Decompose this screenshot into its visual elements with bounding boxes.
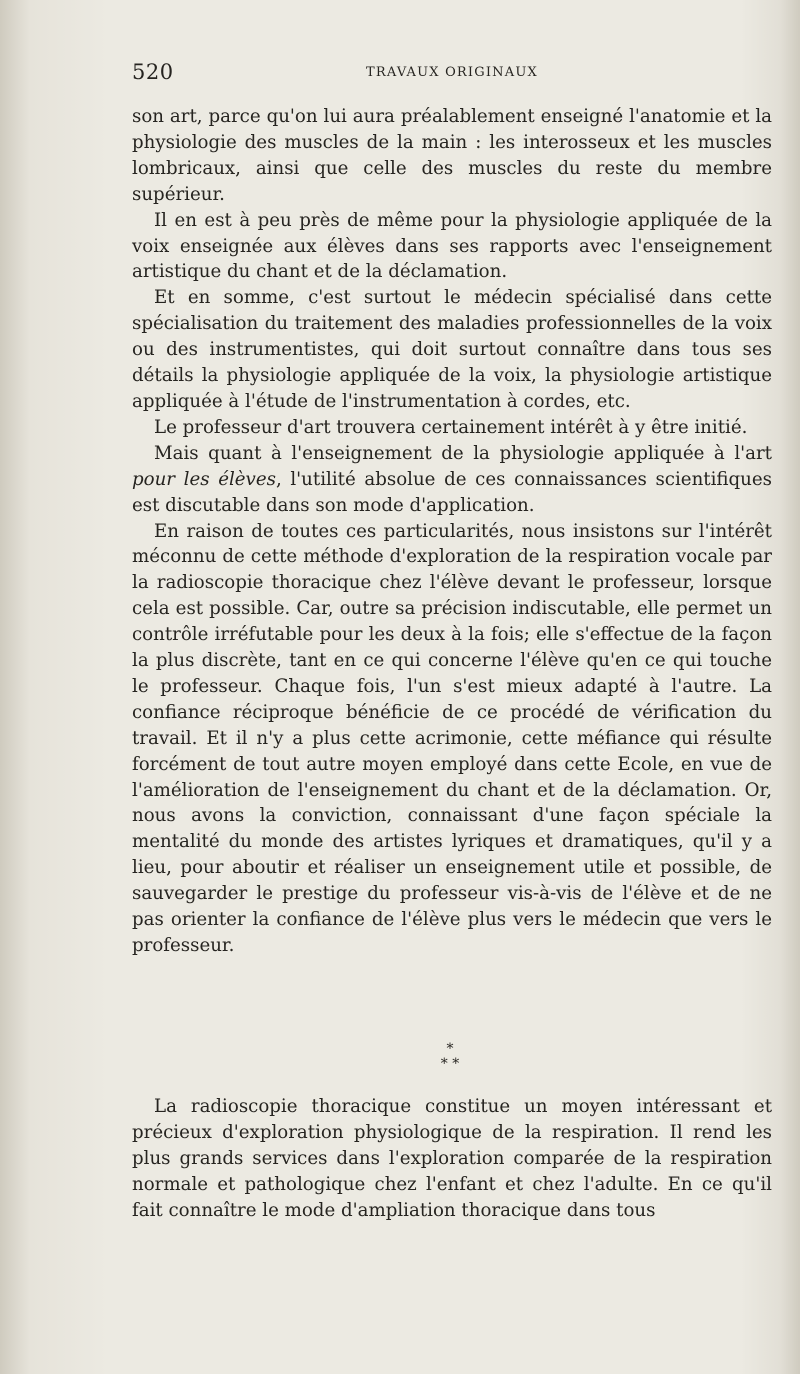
page-header (132, 60, 772, 90)
paragraph: Et en somme, c'est surtout le médecin spécialisé dans cette spécialisation du traitement des maladies professionnelles de la voix ou des instrumentistes, qui doit surtout connaître dans tous ses détails la physiologie appliquée de la voix, la physiologie artistique appliquée à l'étude de l'instrumentation à cordes, etc. (132, 287, 772, 412)
paragraph: La radioscopie thoracique constitue un moyen intéressant et précieux d'exploration physiologique de la respiration. Il rend les plus grands services dans l'exploration comparée de la respiration normale et pathologique chez l'enfant et chez l'adulte. En ce qu'il fait connaître le mode d'ampliation thoracique dans tous (132, 1096, 772, 1221)
paragraph-text: Mais quant à l'enseignement de la physiologie appliquée à l'art (154, 442, 772, 464)
paragraph-continuation: son art, parce qu'on lui aura préalablement enseigné l'anatomie et la physiologie des muscles de la main : les interosseux et les muscles lombricaux, ainsi que celle des muscles du reste du membre supérieur. (132, 106, 772, 205)
paragraph: En raison de toutes ces particularités, nous insistons sur l'intérêt méconnu de cette méthode d'exploration de la respiration vocale par la radioscopie thoracique chez l'élève devant le professeur, lorsque cela est possible. Car, outre sa précision indiscutable, elle permet un contrôle irréfutable pour les deux à la fois; elle s'effectue de la façon la plus discrète, tant en ce qui concerne l'élève qu'en ce qui touche le professeur. Chaque fois, l'un s'est mieux adapté à l'autre. La confiance réciproque bénéficie de ce procédé de vérification du travail. Et il n'y a plus cette acrimonie, cette méfiance qui résulte forcément de tout autre moyen employé dans cette Ecole, en vue de l'amélioration de l'enseignement du chant et de la déclamation. Or, nous avons la conviction, connaissant d'une façon spéciale la mentalité du monde des artistes lyriques et dramatiques, qu'il y a lieu, pour aboutir et réaliser un enseignement utile et possible, de sauvegarder le prestige du professeur vis-à-vis de l'élève et de ne pas orienter la confiance de l'élève plus vers le médecin que vers le professeur. (132, 520, 772, 956)
new-section-text (132, 1094, 772, 1224)
main-text (132, 104, 772, 959)
paragraph (132, 441, 772, 519)
page-number: 520 (132, 60, 174, 84)
paragraph-text: , l'utilité absolue de ces connaissances scientifiques est discutable dans son mode d'application. (132, 468, 772, 516)
separator-star-top: * (446, 1041, 454, 1057)
italic-phrase: pour les élèves (132, 468, 276, 490)
section-separator (420, 1042, 480, 1072)
running-title: TRAVAUX ORIGINAUX (366, 65, 538, 80)
paragraph: Le professeur d'art trouvera certainement intérêt à y être initié. (154, 416, 748, 438)
paragraph: Il en est à peu près de même pour la physiologie appliquée de la voix enseignée aux élèves dans ses rapports avec l'enseignement artistique du chant et de la déclamation. (132, 209, 772, 283)
separator-star-bottom: * * (440, 1056, 460, 1072)
